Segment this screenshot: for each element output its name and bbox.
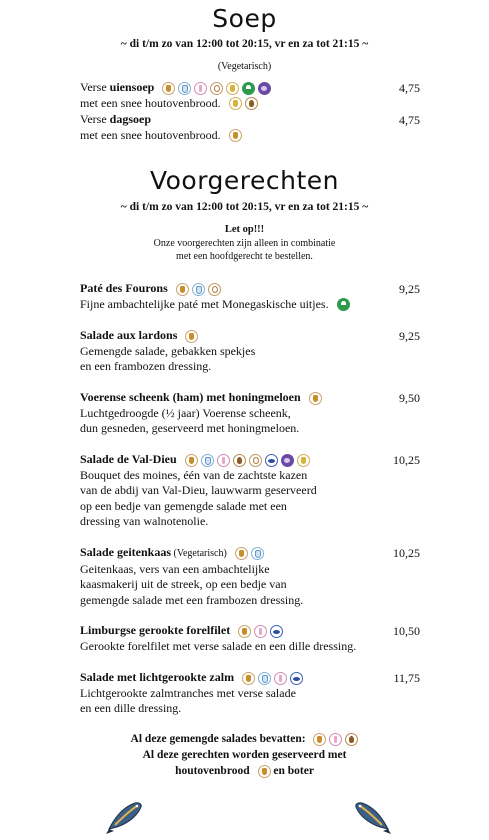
lacto-icon xyxy=(201,454,214,467)
dish-description: van de abdij van Val-Dieu, lauwwarm geserveerd xyxy=(80,483,317,497)
footer-bread-butter: houtovenbrood en boter xyxy=(175,765,314,777)
dish-dagsoep: Verse dagsoep met een snee houtovenbrood. xyxy=(80,112,420,143)
dish-voerense-scheenk xyxy=(80,390,420,437)
dish-name: uiensoep xyxy=(109,80,155,94)
section-title-soep: Soep xyxy=(212,4,277,33)
gluten-icon xyxy=(235,547,248,560)
dish-uiensoep: Verse uiensoep met een snee houtovenbrood. xyxy=(80,80,420,111)
dish-description: Fijne ambachtelijke paté met Monegaskische uitjes. xyxy=(80,296,329,311)
let-op-heading: Let op!!! xyxy=(224,224,265,235)
paddestoel-icon xyxy=(337,298,350,311)
vis-icon xyxy=(265,454,278,467)
dish-description: Gerookte forelfilet met verse salade en een dille dressing. xyxy=(80,638,357,653)
price: 10,25 xyxy=(393,546,420,560)
selder-icon xyxy=(217,454,230,467)
dish-limburgse-forelfilet xyxy=(80,623,420,654)
ei-icon xyxy=(249,454,262,467)
ei-icon xyxy=(208,283,221,296)
vis-icon xyxy=(270,625,283,638)
dish-description: dun gesneden, geserveerd met honingmeloen. xyxy=(80,421,300,435)
mosterd-icon xyxy=(297,454,310,467)
gluten-icon xyxy=(309,392,322,405)
dish-name: Limburgse gerookte forelfilet xyxy=(80,623,231,637)
dish-description: en een frambozen dressing. xyxy=(80,359,212,373)
noot-icon xyxy=(345,733,358,746)
dish-salade-geitenkaas xyxy=(80,545,420,608)
vegetarisch-label: (Vegetarisch) xyxy=(171,548,227,559)
gluten-icon xyxy=(176,283,189,296)
dish-name: Paté des Fourons xyxy=(80,281,168,295)
gluten-icon xyxy=(242,672,255,685)
voorgerechten-note-line1: Onze voorgerechten zijn alleen in combinatie xyxy=(153,238,336,249)
footer-salades-note: Al deze gemengde salades bevatten: xyxy=(0,732,489,747)
voorgerechten-note-line2: met een hoofdgerecht te bestellen. xyxy=(176,251,313,262)
dish-salade-zalm xyxy=(80,670,420,717)
noot-icon xyxy=(245,97,258,110)
weekdier-icon xyxy=(281,454,294,467)
gluten-icon xyxy=(229,129,242,142)
dish-name: Voerense scheenk (ham) met honingmeloen xyxy=(80,390,301,404)
footer-served-with: Al deze gerechten worden geserveerd met xyxy=(142,749,347,761)
dish-description: kaasmakerij uit de streek, op een bedje van xyxy=(80,577,287,591)
price: 9,50 xyxy=(399,391,420,405)
price: 9,25 xyxy=(399,329,420,343)
ei-icon xyxy=(210,82,223,95)
weekdier-icon xyxy=(258,82,271,95)
allergen-icons xyxy=(162,82,271,95)
paddestoel-icon xyxy=(242,82,255,95)
dish-name: Salade met lichtgerookte zalm xyxy=(80,670,235,684)
dish-description: Bouquet des moines, één van de zachtste kazen xyxy=(80,467,308,482)
dish-description: Gemengde salade, gebakken spekjes xyxy=(80,343,256,358)
gluten-icon xyxy=(185,454,198,467)
lacto-icon xyxy=(258,672,271,685)
gluten-icon xyxy=(313,733,326,746)
gluten-icon xyxy=(238,625,251,638)
mosterd-icon xyxy=(226,82,239,95)
mosterd-icon xyxy=(229,97,242,110)
dish-description: en een dille dressing. xyxy=(80,701,182,715)
lacto-icon xyxy=(192,283,205,296)
selder-icon xyxy=(274,672,287,685)
dish-description: Lichtgerookte zalmtranches met verse salade xyxy=(80,685,296,700)
price: 4,75 xyxy=(399,81,420,95)
price: 10,50 xyxy=(393,624,420,638)
gluten-icon xyxy=(162,82,175,95)
lacto-icon xyxy=(251,547,264,560)
vis-icon xyxy=(290,672,303,685)
noot-icon xyxy=(233,454,246,467)
dish-name: Salade aux lardons xyxy=(80,328,178,342)
dish-name: Salade de Val-Dieu xyxy=(80,452,177,466)
price: 10,25 xyxy=(393,453,420,467)
gluten-icon xyxy=(258,765,271,778)
price: 9,25 xyxy=(399,282,420,296)
dish-description: met een snee houtovenbrood. xyxy=(80,95,221,110)
voorgerechten-hours: ~ di t/m zo van 12:00 tot 20:15, vr en za tot 21:15 ~ xyxy=(120,201,369,213)
fish-icon xyxy=(352,795,392,835)
section-title-voorgerechten: Voorgerechten xyxy=(149,166,340,195)
dish-pate-des-fourons xyxy=(80,281,420,312)
dish-description: Luchtgedroogde (½ jaar) Voerense scheenk, xyxy=(80,405,291,420)
dish-description: dressing van walnotenolie. xyxy=(80,514,209,528)
selder-icon xyxy=(329,733,342,746)
dish-salade-aux-lardons xyxy=(80,328,420,375)
fish-icon xyxy=(105,795,145,835)
dish-description: Geitenkaas, vers van een ambachtelijke xyxy=(80,561,270,576)
soep-vegetarisch-note: (Vegetarisch) xyxy=(217,61,272,72)
price: 4,75 xyxy=(399,113,420,127)
dish-name: dagsoep xyxy=(109,112,151,126)
dish-description: met een snee houtovenbrood. xyxy=(80,127,221,142)
gluten-icon xyxy=(185,330,198,343)
soep-hours: ~ di t/m zo van 12:00 tot 20:15, vr en za tot 21:15 ~ xyxy=(120,38,369,50)
selder-icon xyxy=(254,625,267,638)
lacto-icon xyxy=(178,82,191,95)
dish-description: gemengde salade met een frambozen dressing. xyxy=(80,592,304,607)
dish-description: op een bedje van gemengde salade met een xyxy=(80,498,287,513)
selder-icon xyxy=(194,82,207,95)
dish-name: Salade geitenkaas xyxy=(80,545,172,559)
dish-salade-de-val-dieu xyxy=(80,452,420,530)
price: 11,75 xyxy=(393,671,420,685)
